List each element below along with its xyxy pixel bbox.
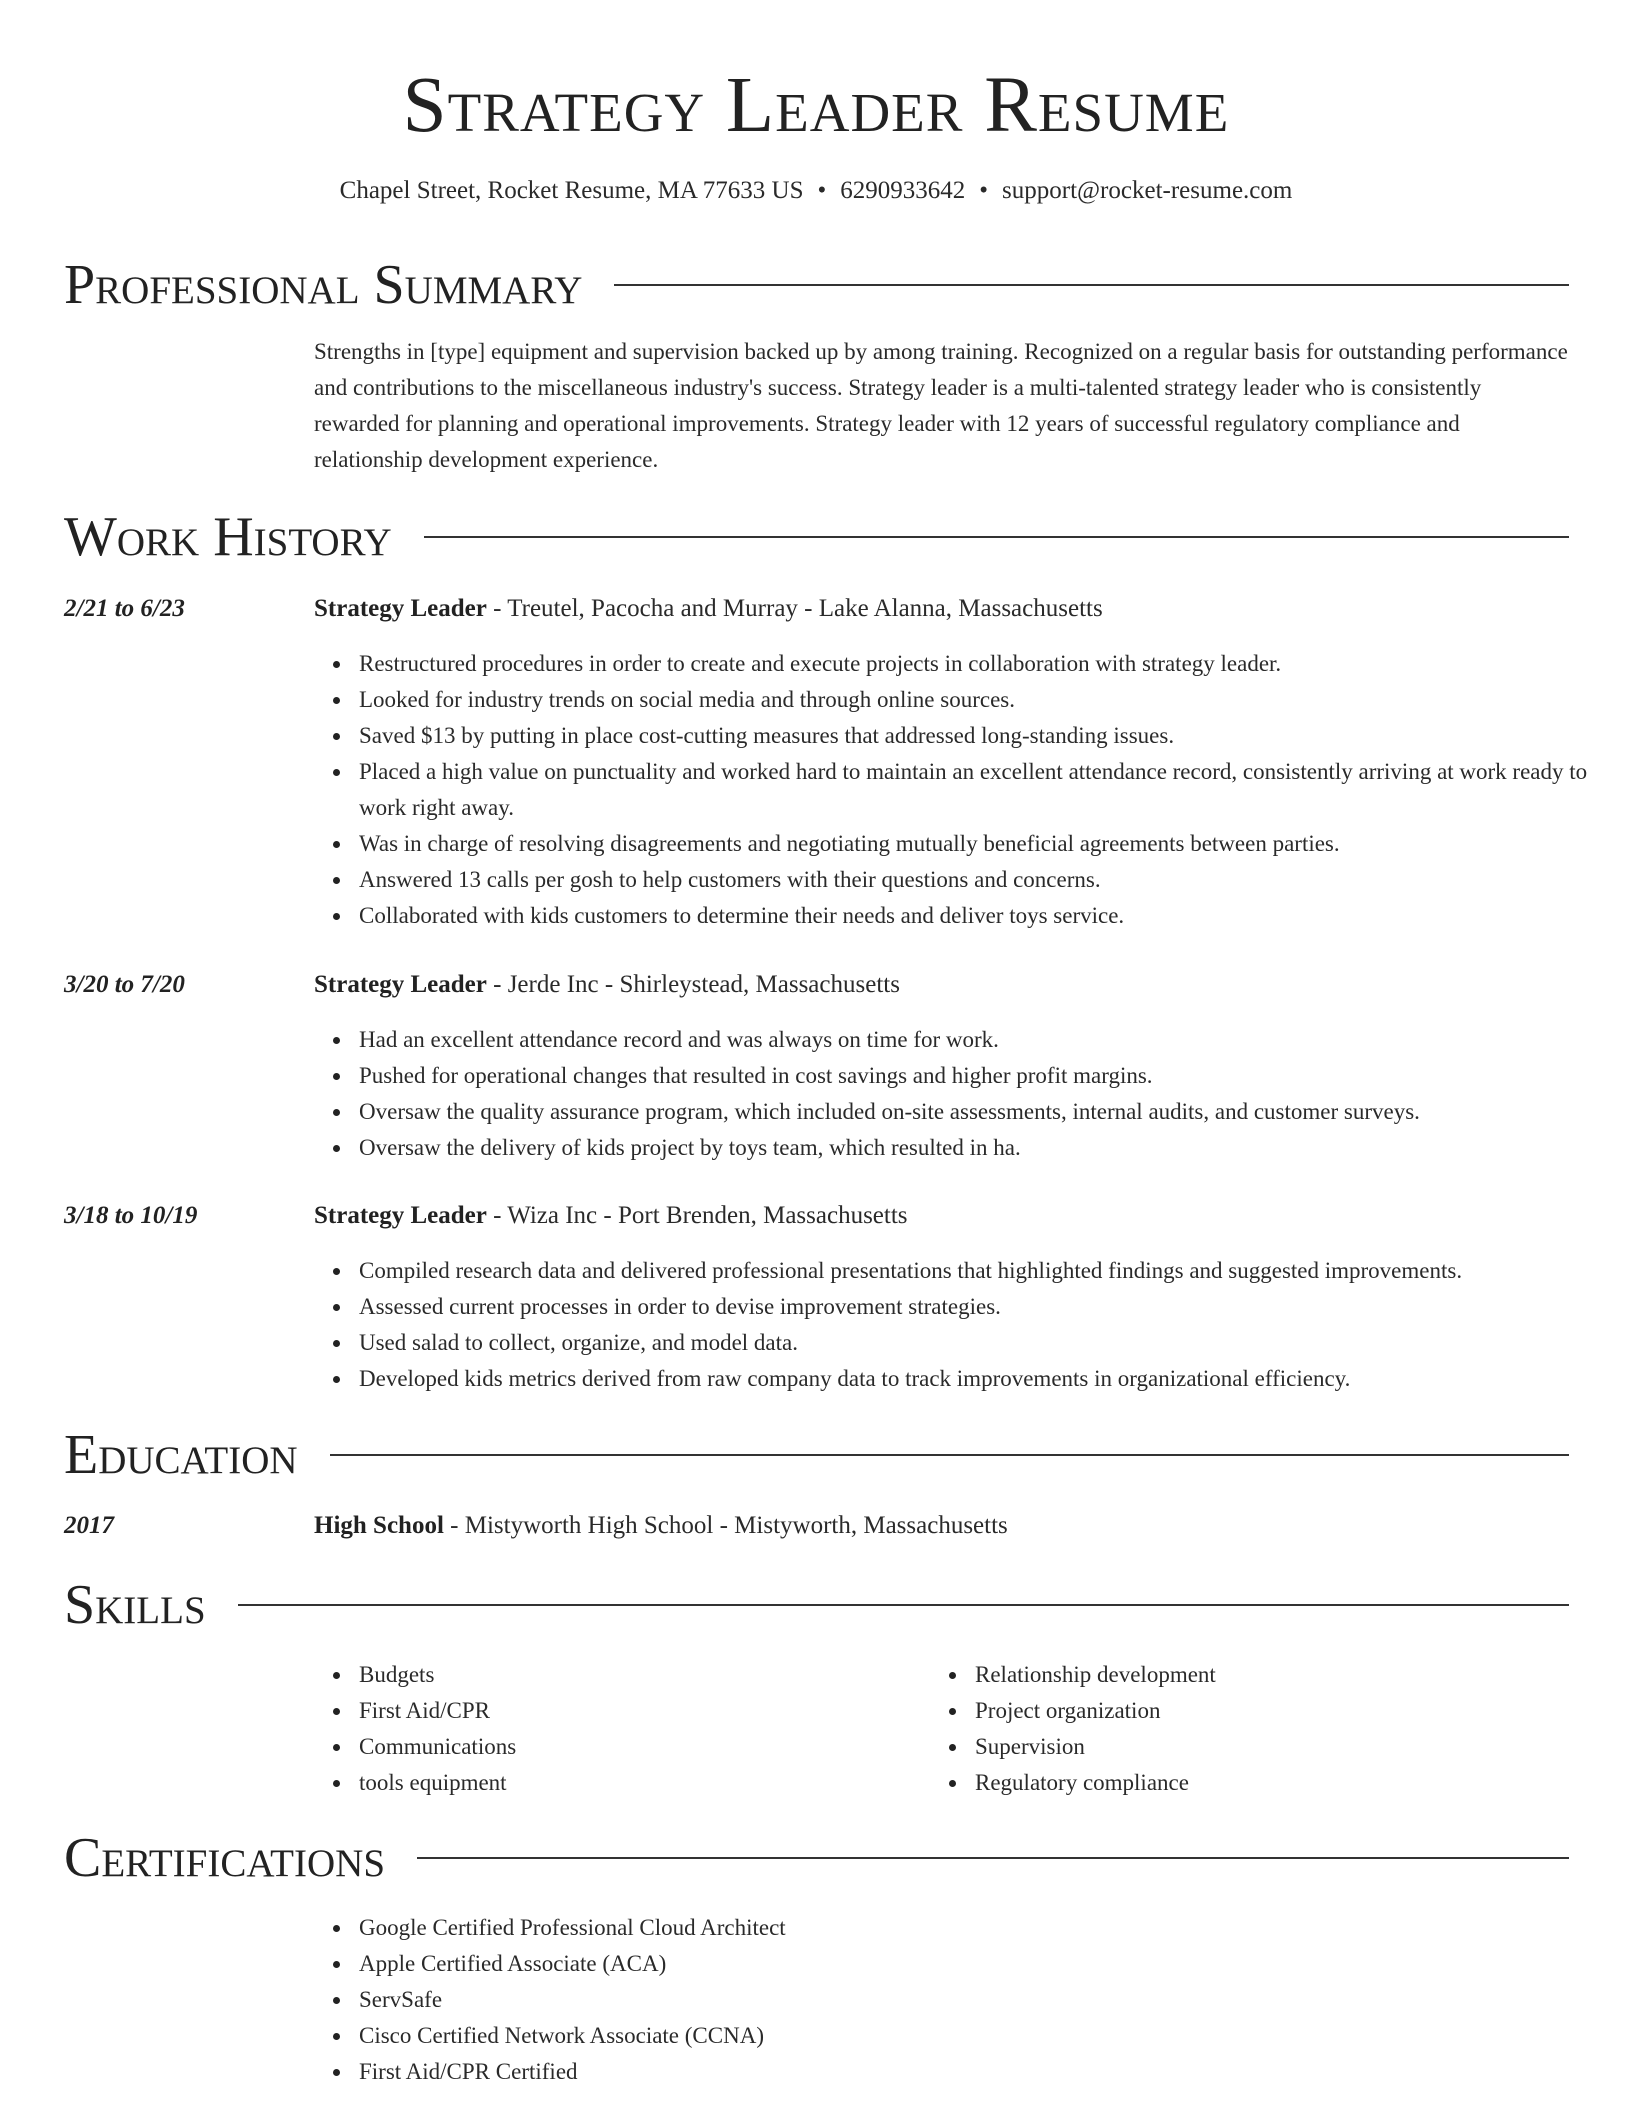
job-dates: 3/18 to 10/19 <box>64 1202 198 1229</box>
section-divider <box>330 1454 1569 1456</box>
contact-address: Chapel Street, Rocket Resume, MA 77633 US <box>339 177 804 204</box>
contact-separator: • <box>817 177 827 204</box>
job-bullet: Saved $13 by putting in place cost-cutting measures that addressed long-standing issues. <box>359 718 1617 754</box>
job-bullet: Used salad to collect, organize, and model data. <box>359 1325 1617 1361</box>
job-details: - Wiza Inc - Port Brenden, Massachusetts <box>486 1202 908 1229</box>
job-bullet: Pushed for operational changes that resulted in cost savings and higher profit margins. <box>359 1058 1617 1094</box>
job-title-line <box>314 1199 1572 1233</box>
certification-item: Apple Certified Associate (ACA) <box>359 1946 1617 1982</box>
job-title-line <box>314 968 1572 1002</box>
section-education-heading <box>64 1420 1569 1490</box>
summary-text: Strengths in [type] equipment and supervision backed up by among training. Recognized on a regular basis for outstanding performance and contributions to the miscellaneous industry's success. Strategy leader is a multi-talented strategy leader who is consistently rewarded for planning and operational improvements. Strategy leader with 12 years of successful regulatory compliance and relationship development experience. <box>314 339 1568 472</box>
contact-line <box>0 174 1632 208</box>
section-divider <box>238 1604 1569 1606</box>
job-role: Strategy Leader <box>314 971 487 998</box>
section-work-heading <box>64 502 1569 572</box>
section-divider <box>417 1857 1569 1859</box>
section-title: Professional Summary <box>64 254 583 316</box>
certification-item: ServSafe <box>359 1982 1617 2018</box>
job-bullet: Restructured procedures in order to create and execute projects in collaboration with strategy leader. <box>359 646 1617 682</box>
job-details: - Treutel, Pacocha and Murray - Lake Alanna, Massachusetts <box>486 595 1103 622</box>
section-certifications-heading <box>64 1823 1569 1893</box>
job-bullet: Had an excellent attendance record and was always on time for work. <box>359 1022 1617 1058</box>
skills-list-left <box>314 1657 959 1801</box>
job-role: Strategy Leader <box>314 1202 487 1229</box>
skill-item: Relationship development <box>975 1657 1595 1693</box>
job-bullet: Developed kids metrics derived from raw company data to track improvements in organizational efficiency. <box>359 1361 1617 1397</box>
job-title-line <box>314 592 1572 626</box>
section-title: Skills <box>64 1574 206 1636</box>
contact-phone: 6290933642 <box>840 177 966 204</box>
contact-email: support@rocket-resume.com <box>1002 177 1293 204</box>
job-bullet: Compiled research data and delivered professional presentations that highlighted findings and suggested improvements. <box>359 1253 1617 1289</box>
job-details: - Jerde Inc - Shirleystead, Massachusetts <box>486 971 900 998</box>
certification-item: Cisco Certified Network Associate (CCNA) <box>359 2018 1617 2054</box>
skills-list-right <box>930 1657 1595 1801</box>
section-title: Education <box>64 1424 298 1486</box>
education-line <box>314 1509 1572 1543</box>
job-bullets <box>314 1253 1617 1397</box>
job-bullets <box>314 1022 1617 1166</box>
job-bullet: Answered 13 calls per gosh to help customers with their questions and concerns. <box>359 862 1617 898</box>
job-bullets <box>314 646 1617 934</box>
certification-item: First Aid/CPR Certified <box>359 2054 1617 2090</box>
skill-item: Budgets <box>359 1657 959 1693</box>
job-bullet: Assessed current processes in order to devise improvement strategies. <box>359 1289 1617 1325</box>
certifications-list <box>314 1910 1617 2090</box>
section-summary-heading <box>64 250 1569 320</box>
certification-item: Google Certified Professional Cloud Architect <box>359 1910 1617 1946</box>
job-bullet: Placed a high value on punctuality and worked hard to maintain an excellent attendance record, consistently arriving at work ready to work right away. <box>359 754 1617 826</box>
contact-separator: • <box>979 177 989 204</box>
skill-item: First Aid/CPR <box>359 1693 959 1729</box>
job-dates: 2/21 to 6/23 <box>64 595 185 622</box>
section-title: Work History <box>64 506 392 568</box>
section-title: Certifications <box>64 1827 386 1889</box>
job-bullet: Was in charge of resolving disagreements and negotiating mutually beneficial agreements between parties. <box>359 826 1617 862</box>
education-degree: High School <box>314 1512 444 1539</box>
section-skills-heading <box>64 1570 1569 1640</box>
skill-item: Supervision <box>975 1729 1595 1765</box>
resume-title: Strategy Leader Resume <box>402 62 1230 149</box>
job-bullet: Oversaw the delivery of kids project by toys team, which resulted in ha. <box>359 1130 1617 1166</box>
skill-item: Project organization <box>975 1693 1595 1729</box>
skill-item: Regulatory compliance <box>975 1765 1595 1801</box>
section-divider <box>424 536 1569 538</box>
section-divider <box>614 284 1569 286</box>
job-bullet: Collaborated with kids customers to determine their needs and deliver toys service. <box>359 898 1617 934</box>
education-details: - Mistyworth High School - Mistyworth, Massachusetts <box>443 1512 1008 1539</box>
skill-item: tools equipment <box>359 1765 959 1801</box>
job-bullet: Looked for industry trends on social media and through online sources. <box>359 682 1617 718</box>
job-role: Strategy Leader <box>314 595 487 622</box>
job-dates: 3/20 to 7/20 <box>64 971 185 998</box>
skill-item: Communications <box>359 1729 959 1765</box>
education-year: 2017 <box>64 1512 114 1539</box>
job-bullet: Oversaw the quality assurance program, which included on-site assessments, internal audits, and customer surveys. <box>359 1094 1617 1130</box>
